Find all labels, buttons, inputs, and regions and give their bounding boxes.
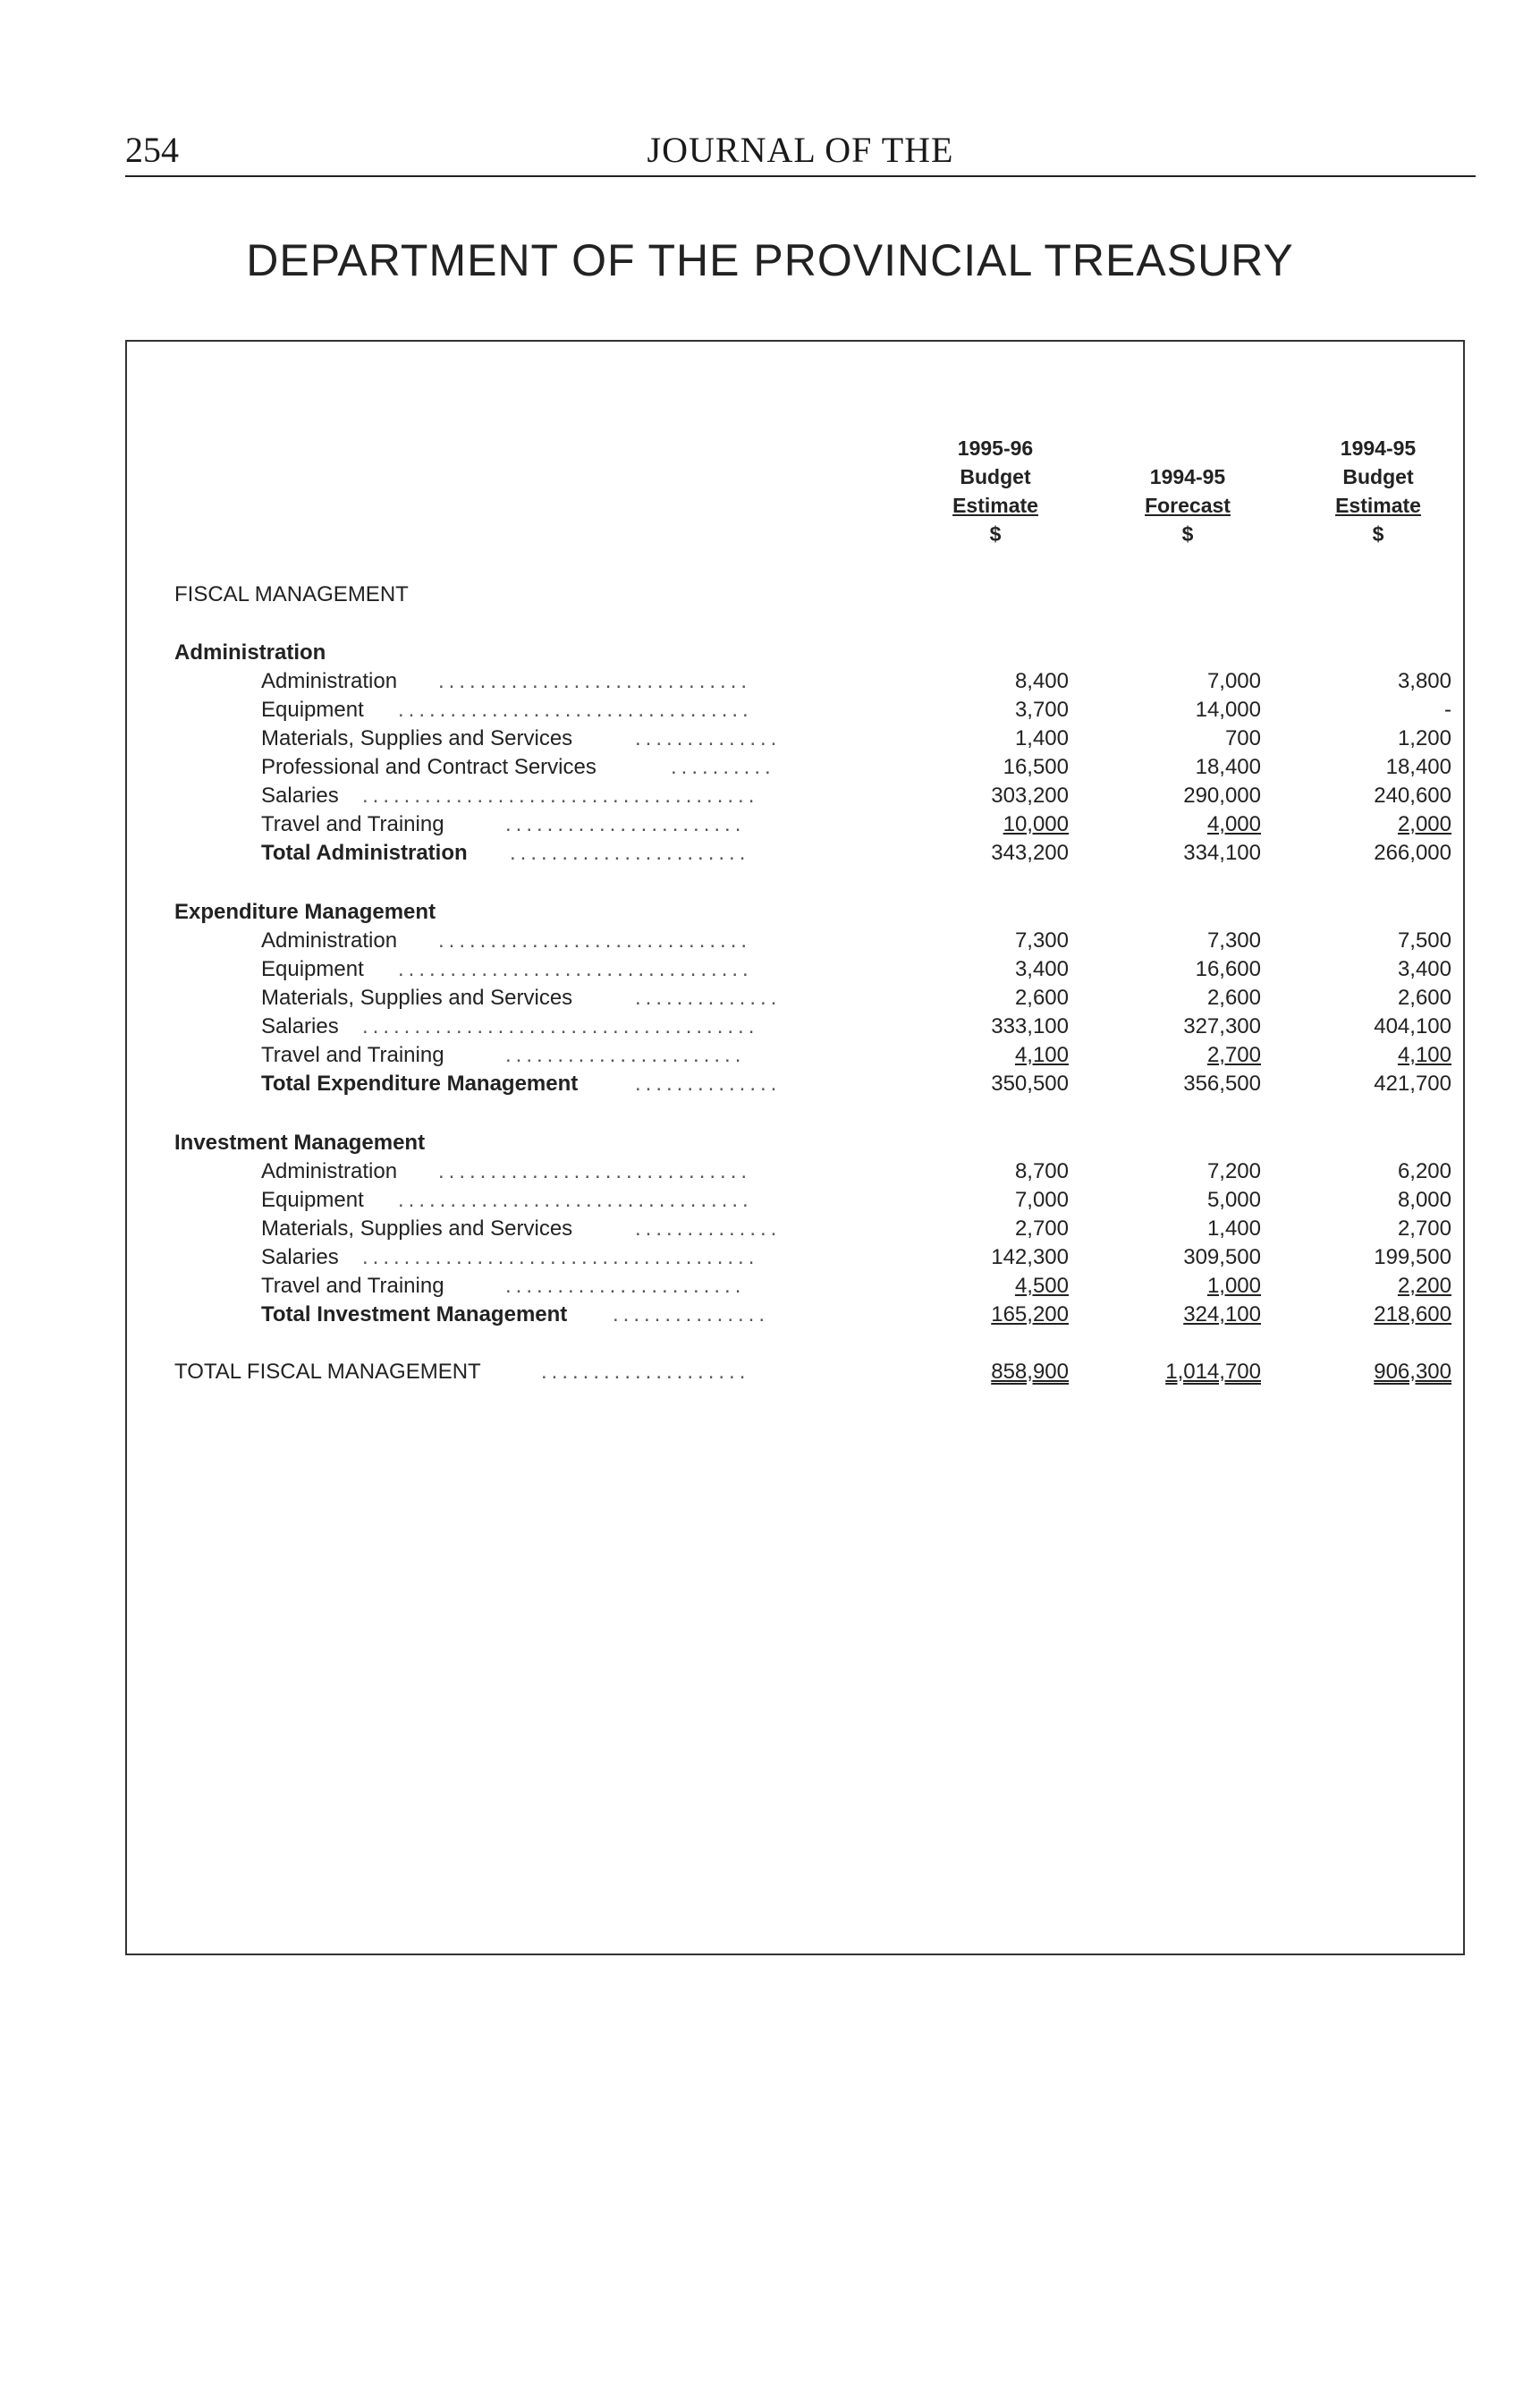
value-1994-budget: - <box>1444 698 1451 722</box>
row-label: Professional and Contract Services <box>261 755 597 779</box>
running-head <box>125 125 1476 177</box>
dot-leader: .............................. <box>438 669 752 693</box>
value-1995-budget: 16,500 <box>1003 755 1069 779</box>
row-label: Administration <box>261 928 398 953</box>
column-header-2 <box>1089 434 1286 548</box>
value-1994-forecast: 16,600 <box>1195 957 1261 981</box>
grand-total-1994-budget: 906,300 <box>1374 1360 1451 1384</box>
grand-total-1994-forecast: 1,014,700 <box>1165 1360 1261 1384</box>
dot-leader: .................................. <box>398 698 753 722</box>
dot-leader: ...................................... <box>362 1014 759 1038</box>
value-1994-budget: 3,400 <box>1397 957 1451 981</box>
total-1994-budget: 266,000 <box>1374 841 1451 865</box>
dot-leader: ...................................... <box>362 1245 759 1269</box>
value-1994-forecast: 5,000 <box>1206 1188 1261 1212</box>
value-1995-budget: 7,000 <box>1014 1188 1069 1212</box>
section-heading-row <box>174 898 1426 927</box>
total-1995-budget: 343,200 <box>991 841 1069 865</box>
value-1994-forecast: 309,500 <box>1183 1245 1261 1269</box>
table-row <box>174 1186 1451 1215</box>
dot-leader: .............................. <box>438 1159 752 1183</box>
section-heading-row <box>174 639 1426 667</box>
table-row <box>174 1243 1451 1272</box>
table-row <box>174 1157 1451 1186</box>
total-1995-budget: 350,500 <box>991 1072 1069 1096</box>
column-header-unit: $ <box>1181 522 1194 546</box>
total-row <box>174 839 1451 868</box>
row-label: Travel and Training <box>261 812 444 836</box>
row-label: Salaries <box>261 784 339 808</box>
value-1994-budget: 2,700 <box>1397 1216 1451 1241</box>
value-1994-forecast: 1,400 <box>1206 1216 1261 1241</box>
table-row <box>174 1215 1451 1243</box>
value-1995-budget: 10,000 <box>1003 812 1069 836</box>
value-1995-budget: 4,500 <box>1014 1274 1069 1298</box>
table-row <box>174 782 1451 810</box>
value-1995-budget: 142,300 <box>991 1245 1069 1269</box>
value-1994-forecast: 2,700 <box>1206 1043 1261 1067</box>
table-row <box>174 984 1451 1013</box>
total-1995-budget: 165,200 <box>991 1302 1069 1326</box>
dot-leader: .................................. <box>398 1188 753 1212</box>
row-label: Materials, Supplies and Services <box>261 1216 573 1241</box>
row-label: Equipment <box>261 957 364 981</box>
value-1994-budget: 2,600 <box>1397 986 1451 1010</box>
column-header-year: 1994-95 <box>1340 436 1417 460</box>
value-1995-budget: 1,400 <box>1014 726 1069 750</box>
total-label: Total Expenditure Management <box>261 1072 579 1096</box>
dot-leader: ....................... <box>505 1274 746 1298</box>
total-label: Total Investment Management <box>261 1302 568 1326</box>
column-header-line2: 1994-95 <box>1149 465 1226 488</box>
main-heading: FISCAL MANAGEMENT <box>174 582 409 606</box>
value-1994-budget: 199,500 <box>1374 1245 1451 1269</box>
grand-total-label: TOTAL FISCAL MANAGEMENT <box>174 1360 481 1384</box>
journal-title: JOURNAL OF THE <box>647 130 954 170</box>
value-1994-forecast: 18,400 <box>1195 755 1261 779</box>
section-heading: Administration <box>174 640 326 665</box>
value-1994-forecast: 7,200 <box>1206 1159 1261 1183</box>
table-row <box>174 1272 1451 1301</box>
total-row <box>174 1070 1451 1098</box>
row-label: Equipment <box>261 698 364 722</box>
table-row <box>174 753 1451 782</box>
table-row <box>174 810 1451 839</box>
dot-leader: ....................... <box>505 812 746 836</box>
dot-leader: .......... <box>671 755 775 779</box>
total-label: Total Administration <box>261 841 468 865</box>
section-heading: Investment Management <box>174 1131 426 1155</box>
value-1995-budget: 8,700 <box>1014 1159 1069 1183</box>
value-1994-forecast: 1,000 <box>1206 1274 1261 1298</box>
value-1994-budget: 7,500 <box>1397 928 1451 953</box>
value-1994-forecast: 7,300 <box>1206 928 1261 953</box>
value-1995-budget: 2,700 <box>1014 1216 1069 1241</box>
dot-leader: ....................... <box>505 1043 746 1067</box>
column-header-year <box>1089 434 1286 462</box>
value-1995-budget: 333,100 <box>991 1014 1069 1038</box>
total-1994-forecast: 324,100 <box>1183 1302 1261 1326</box>
table-row <box>174 955 1451 984</box>
value-1994-forecast: 14,000 <box>1195 698 1261 722</box>
dot-leader: ...................................... <box>362 784 759 808</box>
value-1995-budget: 8,400 <box>1014 669 1069 693</box>
value-1994-forecast: 7,000 <box>1206 669 1261 693</box>
table-row <box>174 696 1451 725</box>
column-header-line3: Estimate <box>952 494 1038 517</box>
dot-leader: .............. <box>635 726 782 750</box>
grand-total-1995-budget: 858,900 <box>991 1360 1069 1384</box>
value-1994-forecast: 700 <box>1224 726 1261 750</box>
value-1995-budget: 3,400 <box>1014 957 1069 981</box>
dot-leader: ............... <box>613 1302 770 1326</box>
row-label: Materials, Supplies and Services <box>261 986 573 1010</box>
row-label: Administration <box>261 669 398 693</box>
row-label: Travel and Training <box>261 1043 444 1067</box>
value-1994-budget: 404,100 <box>1374 1014 1451 1038</box>
value-1994-budget: 8,000 <box>1397 1188 1451 1212</box>
column-header-unit: $ <box>1372 522 1384 546</box>
total-1994-forecast: 356,500 <box>1183 1072 1261 1096</box>
row-label: Salaries <box>261 1245 339 1269</box>
row-label: Travel and Training <box>261 1274 444 1298</box>
row-label: Equipment <box>261 1188 364 1212</box>
value-1994-forecast: 4,000 <box>1206 812 1261 836</box>
section-heading-row <box>174 1129 1426 1157</box>
column-header-3 <box>1280 434 1477 548</box>
department-title: DEPARTMENT OF THE PROVINCIAL TREASURY <box>246 235 1294 285</box>
table-row <box>174 1013 1451 1041</box>
total-1994-budget: 218,600 <box>1374 1302 1451 1326</box>
value-1994-budget: 3,800 <box>1397 669 1451 693</box>
dot-leader: .............. <box>635 986 782 1010</box>
value-1995-budget: 4,100 <box>1014 1043 1069 1067</box>
table-row <box>174 927 1451 955</box>
value-1994-budget: 2,200 <box>1397 1274 1451 1298</box>
total-1994-forecast: 334,100 <box>1183 841 1261 865</box>
row-label: Administration <box>261 1159 398 1183</box>
section-heading: Expenditure Management <box>174 900 436 924</box>
column-header-unit: $ <box>989 522 1002 546</box>
value-1995-budget: 3,700 <box>1014 698 1069 722</box>
dot-leader: .................................. <box>398 957 753 981</box>
value-1994-forecast: 2,600 <box>1206 986 1261 1010</box>
total-1994-budget: 421,700 <box>1374 1072 1451 1096</box>
main-heading-row <box>174 581 1426 609</box>
dot-leader: .............................. <box>438 928 752 953</box>
value-1995-budget: 2,600 <box>1014 986 1069 1010</box>
column-header-year: 1995-96 <box>957 436 1034 460</box>
dot-leader: ....................... <box>510 841 750 865</box>
value-1994-budget: 4,100 <box>1397 1043 1451 1067</box>
column-header-line3: Estimate <box>1335 494 1421 517</box>
value-1994-forecast: 327,300 <box>1183 1014 1261 1038</box>
value-1994-forecast: 290,000 <box>1183 784 1261 808</box>
value-1994-budget: 1,200 <box>1397 726 1451 750</box>
value-1994-budget: 240,600 <box>1374 784 1451 808</box>
value-1995-budget: 303,200 <box>991 784 1069 808</box>
column-header-line2: Budget <box>1342 465 1414 488</box>
table-row <box>174 1041 1451 1070</box>
column-header-1 <box>897 434 1094 548</box>
dot-leader: .............. <box>635 1216 782 1241</box>
dot-leader: .................... <box>541 1360 750 1384</box>
page-number: 254 <box>125 130 179 170</box>
row-label: Materials, Supplies and Services <box>261 726 573 750</box>
table-row <box>174 667 1451 696</box>
row-label: Salaries <box>261 1014 339 1038</box>
value-1994-budget: 6,200 <box>1397 1159 1451 1183</box>
column-header-line2: Budget <box>960 465 1031 488</box>
column-header-line3: Forecast <box>1145 494 1231 517</box>
total-row <box>174 1301 1451 1329</box>
value-1995-budget: 7,300 <box>1014 928 1069 953</box>
dot-leader: .............. <box>635 1072 782 1096</box>
table-row <box>174 725 1451 753</box>
value-1994-budget: 18,400 <box>1385 755 1451 779</box>
grand-total-row <box>174 1358 1451 1386</box>
value-1994-budget: 2,000 <box>1397 812 1451 836</box>
